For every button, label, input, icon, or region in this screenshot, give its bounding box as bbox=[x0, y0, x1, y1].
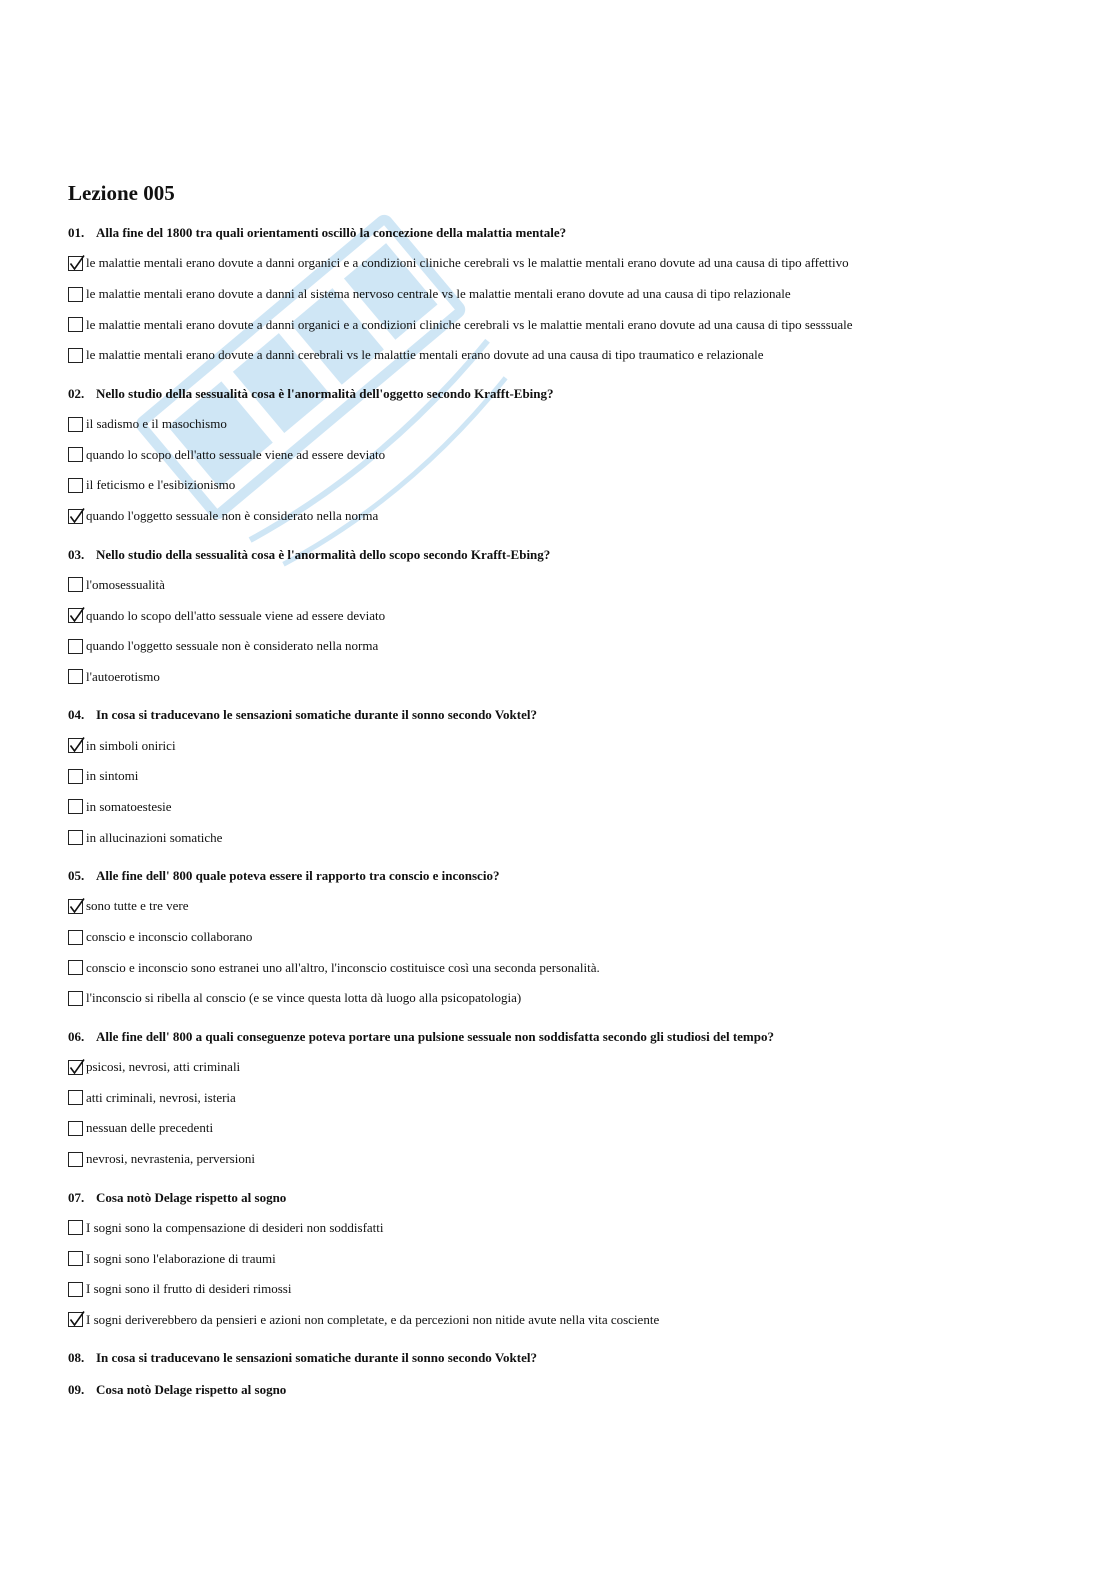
answer-text: sono tutte e tre vere bbox=[86, 898, 189, 914]
answer-text: quando lo scopo dell'atto sessuale viene ad essere deviato bbox=[86, 607, 386, 623]
answer-option[interactable] bbox=[68, 631, 1048, 662]
checkbox-icon[interactable] bbox=[68, 1121, 83, 1136]
checkbox-icon[interactable] bbox=[68, 1282, 83, 1297]
question-number: 06. bbox=[68, 1028, 85, 1044]
checkbox-icon[interactable] bbox=[68, 348, 83, 363]
checkbox-icon[interactable] bbox=[68, 1251, 83, 1266]
answer-option[interactable] bbox=[68, 248, 1048, 279]
answer-option[interactable] bbox=[68, 439, 1048, 470]
question-label: Nello studio della sessualità cosa è l'anormalità dello scopo secondo Krafft-Ebing? bbox=[96, 546, 551, 562]
answer-text: le malattie mentali erano dovute a danni al sistema nervoso centrale vs le malattie mentali erano dovute ad una causa di tipo relazionale bbox=[86, 286, 791, 302]
answer-option[interactable] bbox=[68, 822, 1048, 853]
answer-option[interactable] bbox=[68, 309, 1048, 340]
answer-text: nevrosi, nevrastenia, perversioni bbox=[86, 1151, 255, 1167]
question-block bbox=[68, 1189, 1048, 1336]
question-block bbox=[68, 385, 1048, 532]
checkbox-icon[interactable] bbox=[68, 577, 83, 592]
answer-option[interactable] bbox=[68, 891, 1048, 922]
checkbox-icon[interactable] bbox=[68, 417, 83, 432]
answer-option[interactable] bbox=[68, 570, 1048, 601]
answer-text: I sogni sono l'elaborazione di traumi bbox=[86, 1250, 276, 1266]
answer-text: I sogni sono il frutto di desideri rimossi bbox=[86, 1281, 292, 1297]
answer-text: conscio e inconscio collaborano bbox=[86, 929, 253, 945]
answer-text: le malattie mentali erano dovute a danni organici e a condizioni cliniche cerebrali vs le malattie mentali erano dovute ad una causa di tipo sesssuale bbox=[86, 316, 853, 332]
question-text bbox=[68, 867, 1048, 885]
answer-text: I sogni deriverebbero da pensieri e azioni non completate, e da percezioni non nitide avute nella vita cosciente bbox=[86, 1311, 660, 1327]
answer-option[interactable] bbox=[68, 600, 1048, 631]
question-text bbox=[68, 1189, 1048, 1207]
question-list bbox=[68, 224, 1048, 1399]
question-number: 01. bbox=[68, 225, 85, 240]
question-block bbox=[68, 867, 1048, 1014]
answer-option[interactable] bbox=[68, 501, 1048, 532]
answer-option[interactable] bbox=[68, 470, 1048, 501]
checked-checkbox-icon[interactable] bbox=[68, 608, 83, 623]
checkbox-icon[interactable] bbox=[68, 930, 83, 945]
question-label: In cosa si traducevano le sensazioni somatiche durante il sonno secondo Voktel? bbox=[96, 707, 537, 723]
question-number: 08. bbox=[68, 1350, 85, 1366]
answer-text: atti criminali, nevrosi, isteria bbox=[86, 1089, 236, 1105]
checkbox-icon[interactable] bbox=[68, 317, 83, 332]
question-text bbox=[68, 1349, 1048, 1367]
answer-text: psicosi, nevrosi, atti criminali bbox=[86, 1059, 241, 1075]
answer-option[interactable] bbox=[68, 983, 1048, 1014]
answer-text: le malattie mentali erano dovute a danni cerebrali vs le malattie mentali erano dovute ad una causa di tipo traumatico e relazionale bbox=[86, 347, 764, 363]
answer-text: in simboli onirici bbox=[86, 737, 176, 753]
answer-option[interactable] bbox=[68, 662, 1048, 693]
checkbox-icon[interactable] bbox=[68, 639, 83, 654]
question-number: 02. bbox=[68, 385, 85, 401]
question-block bbox=[68, 546, 1048, 693]
checkbox-icon[interactable] bbox=[68, 960, 83, 975]
question-label: In cosa si traducevano le sensazioni somatiche durante il sonno secondo Voktel? bbox=[96, 1350, 537, 1366]
question-number: 04. bbox=[68, 707, 85, 723]
checked-checkbox-icon[interactable] bbox=[68, 509, 83, 524]
answer-text: in allucinazioni somatiche bbox=[86, 829, 223, 845]
answer-option[interactable] bbox=[68, 761, 1048, 792]
answer-option[interactable] bbox=[68, 1144, 1048, 1175]
question-label: Nello studio della sessualità cosa è l'anormalità dell'oggetto secondo Krafft-Ebing? bbox=[96, 385, 554, 401]
answer-text: l'inconscio si ribella al conscio (e se vince questa lotta dà luogo alla psicopatologia) bbox=[86, 990, 522, 1006]
question-label: Alle fine dell' 800 a quali conseguenze poteva portare una pulsione sessuale non soddisfatta secondo gli studiosi del tempo? bbox=[96, 1028, 774, 1044]
answer-option[interactable] bbox=[68, 1052, 1048, 1083]
checkbox-icon[interactable] bbox=[68, 447, 83, 462]
answer-text: il feticismo e l'esibizionismo bbox=[86, 477, 236, 493]
answer-text: il sadismo e il masochismo bbox=[86, 416, 227, 432]
checkbox-icon[interactable] bbox=[68, 1152, 83, 1167]
answer-text: I sogni sono la compensazione di desideri non soddisfatti bbox=[86, 1219, 384, 1235]
answer-option[interactable] bbox=[68, 279, 1048, 310]
question-text bbox=[68, 1381, 1048, 1399]
answer-option[interactable] bbox=[68, 952, 1048, 983]
answer-text: in sintomi bbox=[86, 768, 139, 784]
question-number: 05. bbox=[68, 868, 85, 883]
answer-option[interactable] bbox=[68, 730, 1048, 761]
checked-checkbox-icon[interactable] bbox=[68, 738, 83, 753]
question-number: 07. bbox=[68, 1189, 85, 1205]
question-block bbox=[68, 1349, 1048, 1367]
question-number: 09. bbox=[68, 1382, 85, 1398]
checkbox-icon[interactable] bbox=[68, 1090, 83, 1105]
answer-text: quando l'oggetto sessuale non è considerato nella norma bbox=[86, 638, 379, 654]
answer-text: l'autoerotismo bbox=[86, 668, 160, 684]
answer-option[interactable] bbox=[68, 1305, 1048, 1336]
question-text bbox=[68, 385, 1048, 403]
answer-text: l'omosessualità bbox=[86, 576, 165, 592]
answer-option[interactable] bbox=[68, 922, 1048, 953]
answer-text: nessuan delle precedenti bbox=[86, 1120, 214, 1136]
checkbox-icon[interactable] bbox=[68, 669, 83, 684]
checked-checkbox-icon[interactable] bbox=[68, 1312, 83, 1327]
checkbox-icon[interactable] bbox=[68, 1220, 83, 1235]
answer-option[interactable] bbox=[68, 1243, 1048, 1274]
question-block bbox=[68, 706, 1048, 853]
answer-text: le malattie mentali erano dovute a danni organici e a condizioni cliniche cerebrali vs le malattie mentali erano dovute ad una causa di tipo affettivo bbox=[86, 255, 849, 271]
answer-option[interactable] bbox=[68, 792, 1048, 823]
answer-option[interactable] bbox=[68, 1113, 1048, 1144]
answer-text: quando l'oggetto sessuale non è considerato nella norma bbox=[86, 508, 379, 524]
answer-option[interactable] bbox=[68, 1274, 1048, 1305]
checked-checkbox-icon[interactable] bbox=[68, 1060, 83, 1075]
checked-checkbox-icon[interactable] bbox=[68, 899, 83, 914]
checkbox-icon[interactable] bbox=[68, 287, 83, 302]
question-block bbox=[68, 1381, 1048, 1399]
answer-text: in somatoestesie bbox=[86, 798, 172, 814]
checkbox-icon[interactable] bbox=[68, 799, 83, 814]
question-text bbox=[68, 706, 1048, 724]
answer-option[interactable] bbox=[68, 1082, 1048, 1113]
question-block bbox=[68, 1028, 1048, 1175]
question-label: Alle fine dell' 800 quale poteva essere il rapporto tra conscio e inconscio? bbox=[96, 868, 500, 883]
document-page bbox=[68, 178, 1048, 1413]
checked-checkbox-icon[interactable] bbox=[68, 256, 83, 271]
checkbox-icon[interactable] bbox=[68, 478, 83, 493]
answer-text: conscio e inconscio sono estranei uno all'altro, l'inconscio costituisce così una seconda personalità. bbox=[86, 959, 600, 975]
checkbox-icon[interactable] bbox=[68, 991, 83, 1006]
checkbox-icon[interactable] bbox=[68, 830, 83, 845]
answer-option[interactable] bbox=[68, 340, 1048, 371]
question-label: Alla fine del 1800 tra quali orientamenti oscillò la concezione della malattia mentale? bbox=[96, 225, 567, 240]
answer-option[interactable] bbox=[68, 409, 1048, 440]
question-number: 03. bbox=[68, 546, 85, 562]
page-title: Lezione 005 bbox=[68, 181, 175, 205]
question-block bbox=[68, 224, 1048, 371]
question-text bbox=[68, 1028, 1048, 1046]
answer-text: quando lo scopo dell'atto sessuale viene ad essere deviato bbox=[86, 446, 386, 462]
question-label: Cosa notò Delage rispetto al sogno bbox=[96, 1189, 287, 1205]
answer-option[interactable] bbox=[68, 1213, 1048, 1244]
question-text bbox=[68, 224, 1048, 242]
checkbox-icon[interactable] bbox=[68, 769, 83, 784]
question-text bbox=[68, 546, 1048, 564]
question-label: Cosa notò Delage rispetto al sogno bbox=[96, 1382, 287, 1398]
